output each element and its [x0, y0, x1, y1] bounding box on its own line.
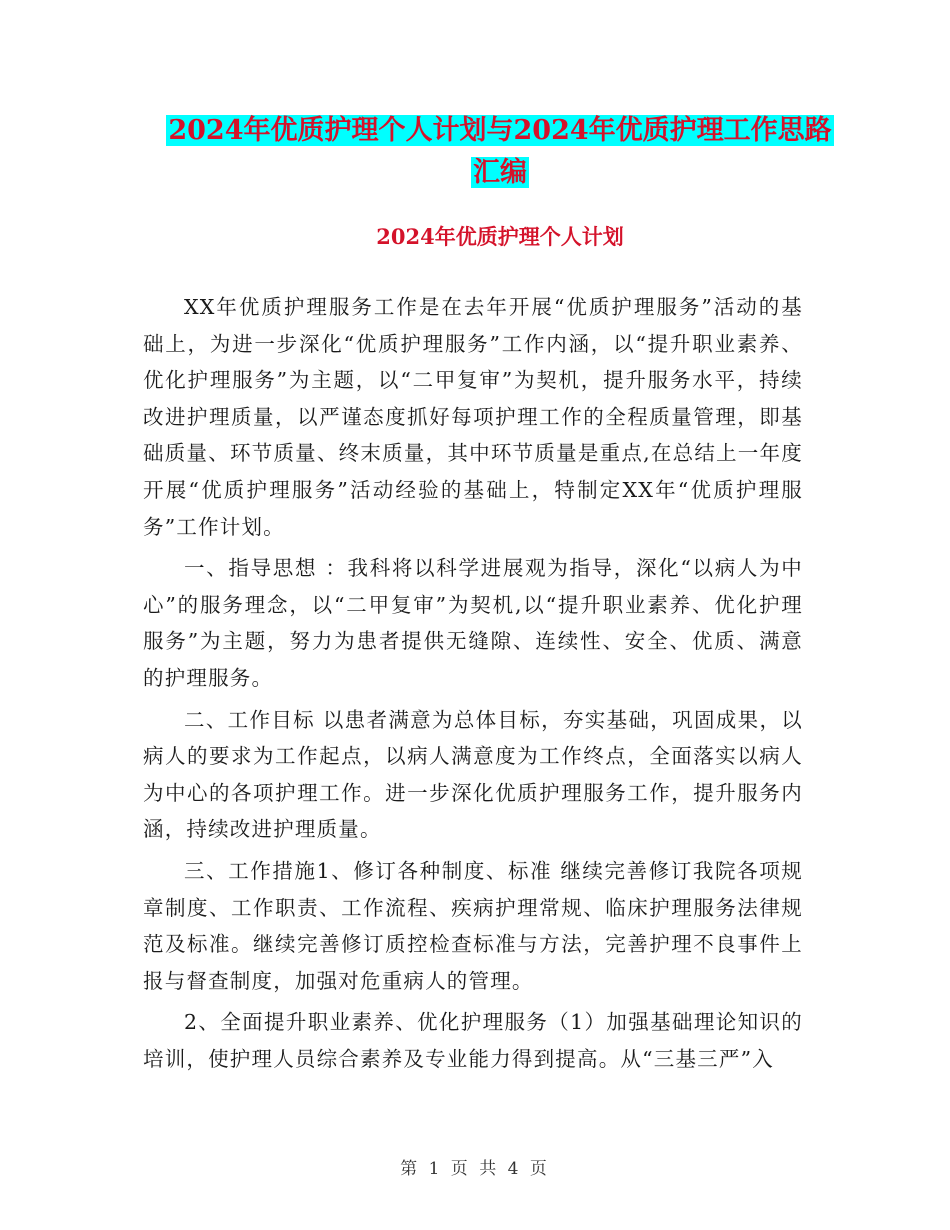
paragraph-intro: XX年优质护理服务工作是在去年开展“优质护理服务”活动的基础上，为进一步深化“优质护理服务”工作内涵，以“提升职业素养、优化护理服务”为主题，以“二甲复审”为契机，提升服务水平，持续改进护理质量，以严谨态度抓好每项护理工作的全程质量管理，即基础质量、环节质量、终末质量，其中环节质量是重点,在总结上一年度开展“优质护理服务”活动经验的基础上，特制定XX年“优质护理服务”工作计划。 [143, 295, 803, 539]
section-title: 2024年优质护理个人计划 [376, 224, 624, 249]
document-title-line-2: 汇编 [473, 157, 527, 188]
paragraph-professional-quality: 2、全面提升职业素养、优化护理服务（1）加强基础理论知识的培训，使护理人员综合素养及专业能力得到提高。从“三基三严”入 [143, 1010, 803, 1071]
paragraph-work-goals: 二、工作目标 以患者满意为总体目标，夯实基础，巩固成果，以病人的要求为工作起点，以病人满意度为工作终点，全面落实以病人为中心的各项护理工作。进一步深化优质护理服务工作，提升服务内涵，持续改进护理质量。 [143, 707, 803, 842]
paragraph-guiding-ideology: 一、指导思想 ：我科将以科学进展观为指导，深化“以病人为中心”的服务理念，以“二甲复审”为契机,以“提升职业素养、优化护理服务”为主题，努力为患者提供无缝隙、连续性、安全、优质、满意的护理服务。 [143, 556, 803, 690]
document-title-line-1: 2024年优质护理个人计划与2024年优质护理工作思路 [168, 115, 832, 146]
document-title [140, 110, 860, 194]
document-body [143, 289, 803, 1082]
page-footer: 第 1 页 共 4 页 [400, 1159, 550, 1179]
paragraph-work-measures: 三、工作措施1、修订各种制度、标准 继续完善修订我院各项规章制度、工作职责、工作流程、疾病护理常规、临床护理服务法律规范及标准。继续完善修订质控检查标准与方法，完善护理不良事件上报与督查制度，加强对危重病人的管理。 [143, 858, 803, 993]
